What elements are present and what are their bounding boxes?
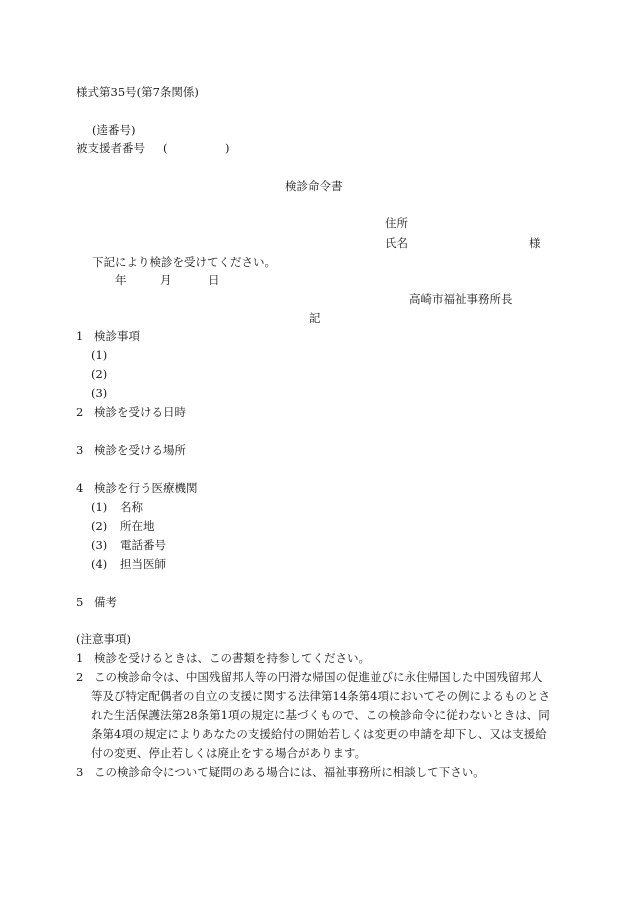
note-number: 3 — [76, 765, 84, 779]
section-1-item: (1) — [91, 348, 108, 362]
note-text-line: 付の変更、停止若しくは廃止をする場合があります。 — [91, 746, 367, 760]
section-4-item-label: 担当医師 — [120, 557, 166, 571]
notes-heading: (注意事項) — [76, 632, 131, 646]
section-3-label: 検診を受ける場所 — [94, 443, 186, 457]
note-number: 1 — [76, 651, 84, 665]
recipient-id-open-paren: ( — [163, 141, 168, 155]
section-4-item-label: 電話番号 — [120, 538, 166, 552]
section-1-number: 1 — [76, 329, 84, 343]
section-4-item-label: 所在地 — [120, 519, 155, 533]
section-5-number: 5 — [76, 595, 84, 609]
section-2-number: 2 — [76, 405, 84, 419]
section-4-number: 4 — [76, 481, 84, 495]
section-2-label: 検診を受ける日時 — [94, 405, 186, 419]
delivery-number-label: (逵番号) — [92, 123, 136, 137]
date-year: 年 — [115, 273, 127, 287]
issuer: 高崎市福祉事務所長 — [409, 292, 513, 306]
section-4-label: 検診を行う医療機関 — [94, 481, 198, 495]
note-text-line: この検診命令は、中国残留邦人等の円滑な帰国の促進並びに永住帰国した中国残留邦人 — [94, 670, 543, 684]
section-4-item-number: (1) — [91, 500, 108, 514]
name-label: 氏名 — [385, 236, 408, 250]
section-1-label: 検診事項 — [94, 329, 140, 343]
note-text-line: 等及び特定配偶者の自立の支援に関する法律第14条第4項においてその例によるものとさ — [91, 689, 550, 703]
date-month: 月 — [160, 273, 172, 287]
form-number: 様式第35号(第7条関係) — [76, 85, 199, 99]
note-text-line: 検診を受けるときは、この書類を持参してください。 — [94, 651, 370, 665]
intro-text: 下記により検診を受けてください。 — [92, 255, 276, 269]
recipient-id-label: 被支援者番号 — [76, 141, 145, 155]
section-4-item-number: (2) — [91, 519, 108, 533]
date-day: 日 — [208, 273, 220, 287]
ki-mark: 記 — [309, 311, 321, 325]
section-4-item-number: (4) — [91, 557, 108, 571]
section-4-item-number: (3) — [91, 538, 108, 552]
note-text-line: 条第4項の規定によりあなたの支援給付の開始若しくは変更の申請を却下し、又は支援給 — [91, 727, 547, 741]
address-label: 住所 — [385, 216, 408, 230]
note-text-line: この検診命令について疑問のある場合には、福祉事務所に相談して下さい。 — [94, 765, 485, 779]
page-title: 検診命令書 — [285, 179, 343, 193]
section-3-number: 3 — [76, 443, 84, 457]
recipient-id-close-paren: ) — [225, 141, 230, 155]
section-1-item: (2) — [91, 367, 108, 381]
section-4-item-label: 名称 — [120, 500, 143, 514]
note-text-line: れた生活保護法第28条第1項の規定に基づくもので、この検診命令に従わないときは、同 — [91, 708, 550, 722]
note-number: 2 — [76, 670, 84, 684]
honorific: 様 — [529, 236, 541, 250]
section-1-item: (3) — [91, 386, 108, 400]
section-5-label: 備考 — [94, 595, 117, 609]
